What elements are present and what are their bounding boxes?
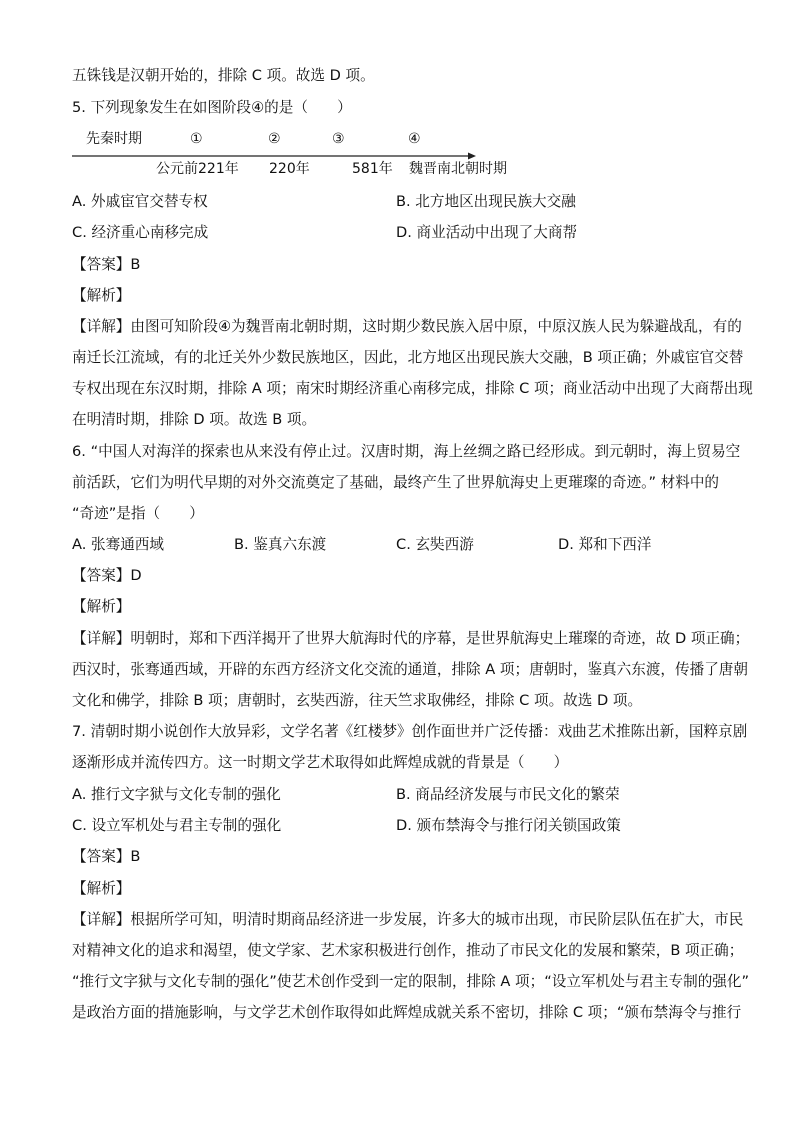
q7-option-c: C. 设立军机处与君主专制的强化 — [72, 817, 282, 834]
timeline-period-label: 魏晋南北朝时期 — [409, 161, 507, 177]
question-6-stem: “奇迹”是指（ ） — [72, 505, 204, 522]
q5-explanation-line: 在明清时期，排除 D 项。故选 B 项。 — [72, 411, 317, 428]
question-5-stem: 5. 下列现象发生在如图阶段④的是（ ） — [72, 99, 352, 116]
q7-analysis-heading: 【解析】 — [72, 880, 131, 897]
q7-explanation-line: 【详解】根据所学可知，明清时期商品经济进一步发展，许多大的城市出现，市民阶层队伍在扩大，市民 — [72, 911, 744, 928]
timeline-year-2: 220年 — [269, 161, 310, 177]
timeline-stage-1: ① — [190, 131, 203, 147]
q6-explanation-line: 文化和佛学，排除 B 项；唐朝时，玄奘西游，往天竺求取佛经，排除 C 项。故选 D 项。 — [72, 692, 643, 709]
q6-explanation-line: 西汉时，张骞通西域，开辟的东西方经济文化交流的通道，排除 A 项；唐朝时，鉴真六东渡，传播了唐朝 — [72, 661, 748, 678]
q5-option-c: C. 经济重心南移完成 — [72, 224, 209, 241]
q6-option-a: A. 张骞通西域 — [72, 536, 164, 553]
q5-explanation-line: 南迁长江流域，有的北迁关外少数民族地区，因此，北方地区出现民族大交融，B 项正确；外戚宦官交替 — [72, 349, 744, 366]
q5-analysis-heading: 【解析】 — [72, 287, 131, 304]
q5-option-d: D. 商业活动中出现了大商帮 — [396, 224, 578, 241]
q7-answer: 【答案】B — [72, 848, 141, 865]
question-7-stem: 7. 清朝时期小说创作大放异彩，文学名著《红楼梦》创作面世并广泛传播：戏曲艺术推陈出新，国粹京剧 — [72, 723, 748, 740]
q6-option-d: D. 郑和下西洋 — [558, 536, 652, 553]
q6-option-b: B. 鉴真六东渡 — [234, 536, 327, 553]
q5-answer: 【答案】B — [72, 256, 141, 273]
question-6-stem: 6. “中国人对海洋的探索也从来没有停止过。汉唐时期，海上丝绸之路已经形成。到元朝时，海上贸易空 — [72, 443, 741, 460]
q5-option-a: A. 外戚宦官交替专权 — [72, 193, 208, 210]
q6-answer: 【答案】D — [72, 567, 142, 584]
timeline-stage-3: ③ — [332, 131, 345, 147]
q6-explanation-line: 【详解】明朝时，郑和下西洋揭开了世界大航海时代的序幕，是世界航海史上璀璨的奇迹，故 D 项正确； — [72, 630, 750, 647]
q7-explanation-line: “推行文字狱与文化专制的强化”使艺术创作受到一定的限制，排除 A 项；“设立军机处与君主专制的强化” — [72, 973, 750, 990]
q7-explanation-line: 对精神文化的追求和渴望，使文学家、艺术家积极进行创作，推动了市民文化的发展和繁荣，B 项正确； — [72, 942, 744, 959]
q6-option-c: C. 玄奘西游 — [396, 536, 474, 553]
q5-explanation-line: 【详解】由图可知阶段④为魏晋南北朝时期，这时期少数民族入居中原，中原汉族人民为躲避战乱，有的 — [72, 318, 742, 335]
q5-explanation-line: 专权出现在东汉时期，排除 A 项；南宋时期经济重心南移完成，排除 C 项；商业活动中出现了大商帮出现 — [72, 380, 753, 397]
timeline-year-3: 581年 — [352, 161, 393, 177]
q6-analysis-heading: 【解析】 — [72, 598, 131, 615]
q7-explanation-line: 是政治方面的措施影响，与文学艺术创作取得如此辉煌成就关系不密切，排除 C 项；“颁布禁海令与推行 — [72, 1004, 742, 1021]
q5-option-b: B. 北方地区出现民族大交融 — [396, 193, 576, 210]
q7-option-b: B. 商品经济发展与市民文化的繁荣 — [396, 786, 620, 803]
timeline-start-label: 先秦时期 — [86, 131, 142, 147]
paragraph-line: 五铢钱是汉朝开始的，排除 C 项。故选 D 项。 — [72, 67, 375, 84]
timeline-year-1: 公元前221年 — [156, 161, 239, 177]
q7-option-a: A. 推行文字狱与文化专制的强化 — [72, 786, 281, 803]
timeline-stage-2: ② — [268, 131, 281, 147]
question-7-stem: 逐渐形成并流传四方。这一时期文学艺术取得如此辉煌成就的背景是（ ） — [72, 754, 569, 771]
timeline-stage-4: ④ — [408, 131, 421, 147]
question-6-stem: 前活跃，它们为明代早期的对外交流奠定了基础，最终产生了世界航海史上更璀璨的奇迹。” 材料中的 — [72, 474, 720, 491]
q7-option-d: D. 颁布禁海令与推行闭关锁国政策 — [396, 817, 621, 834]
